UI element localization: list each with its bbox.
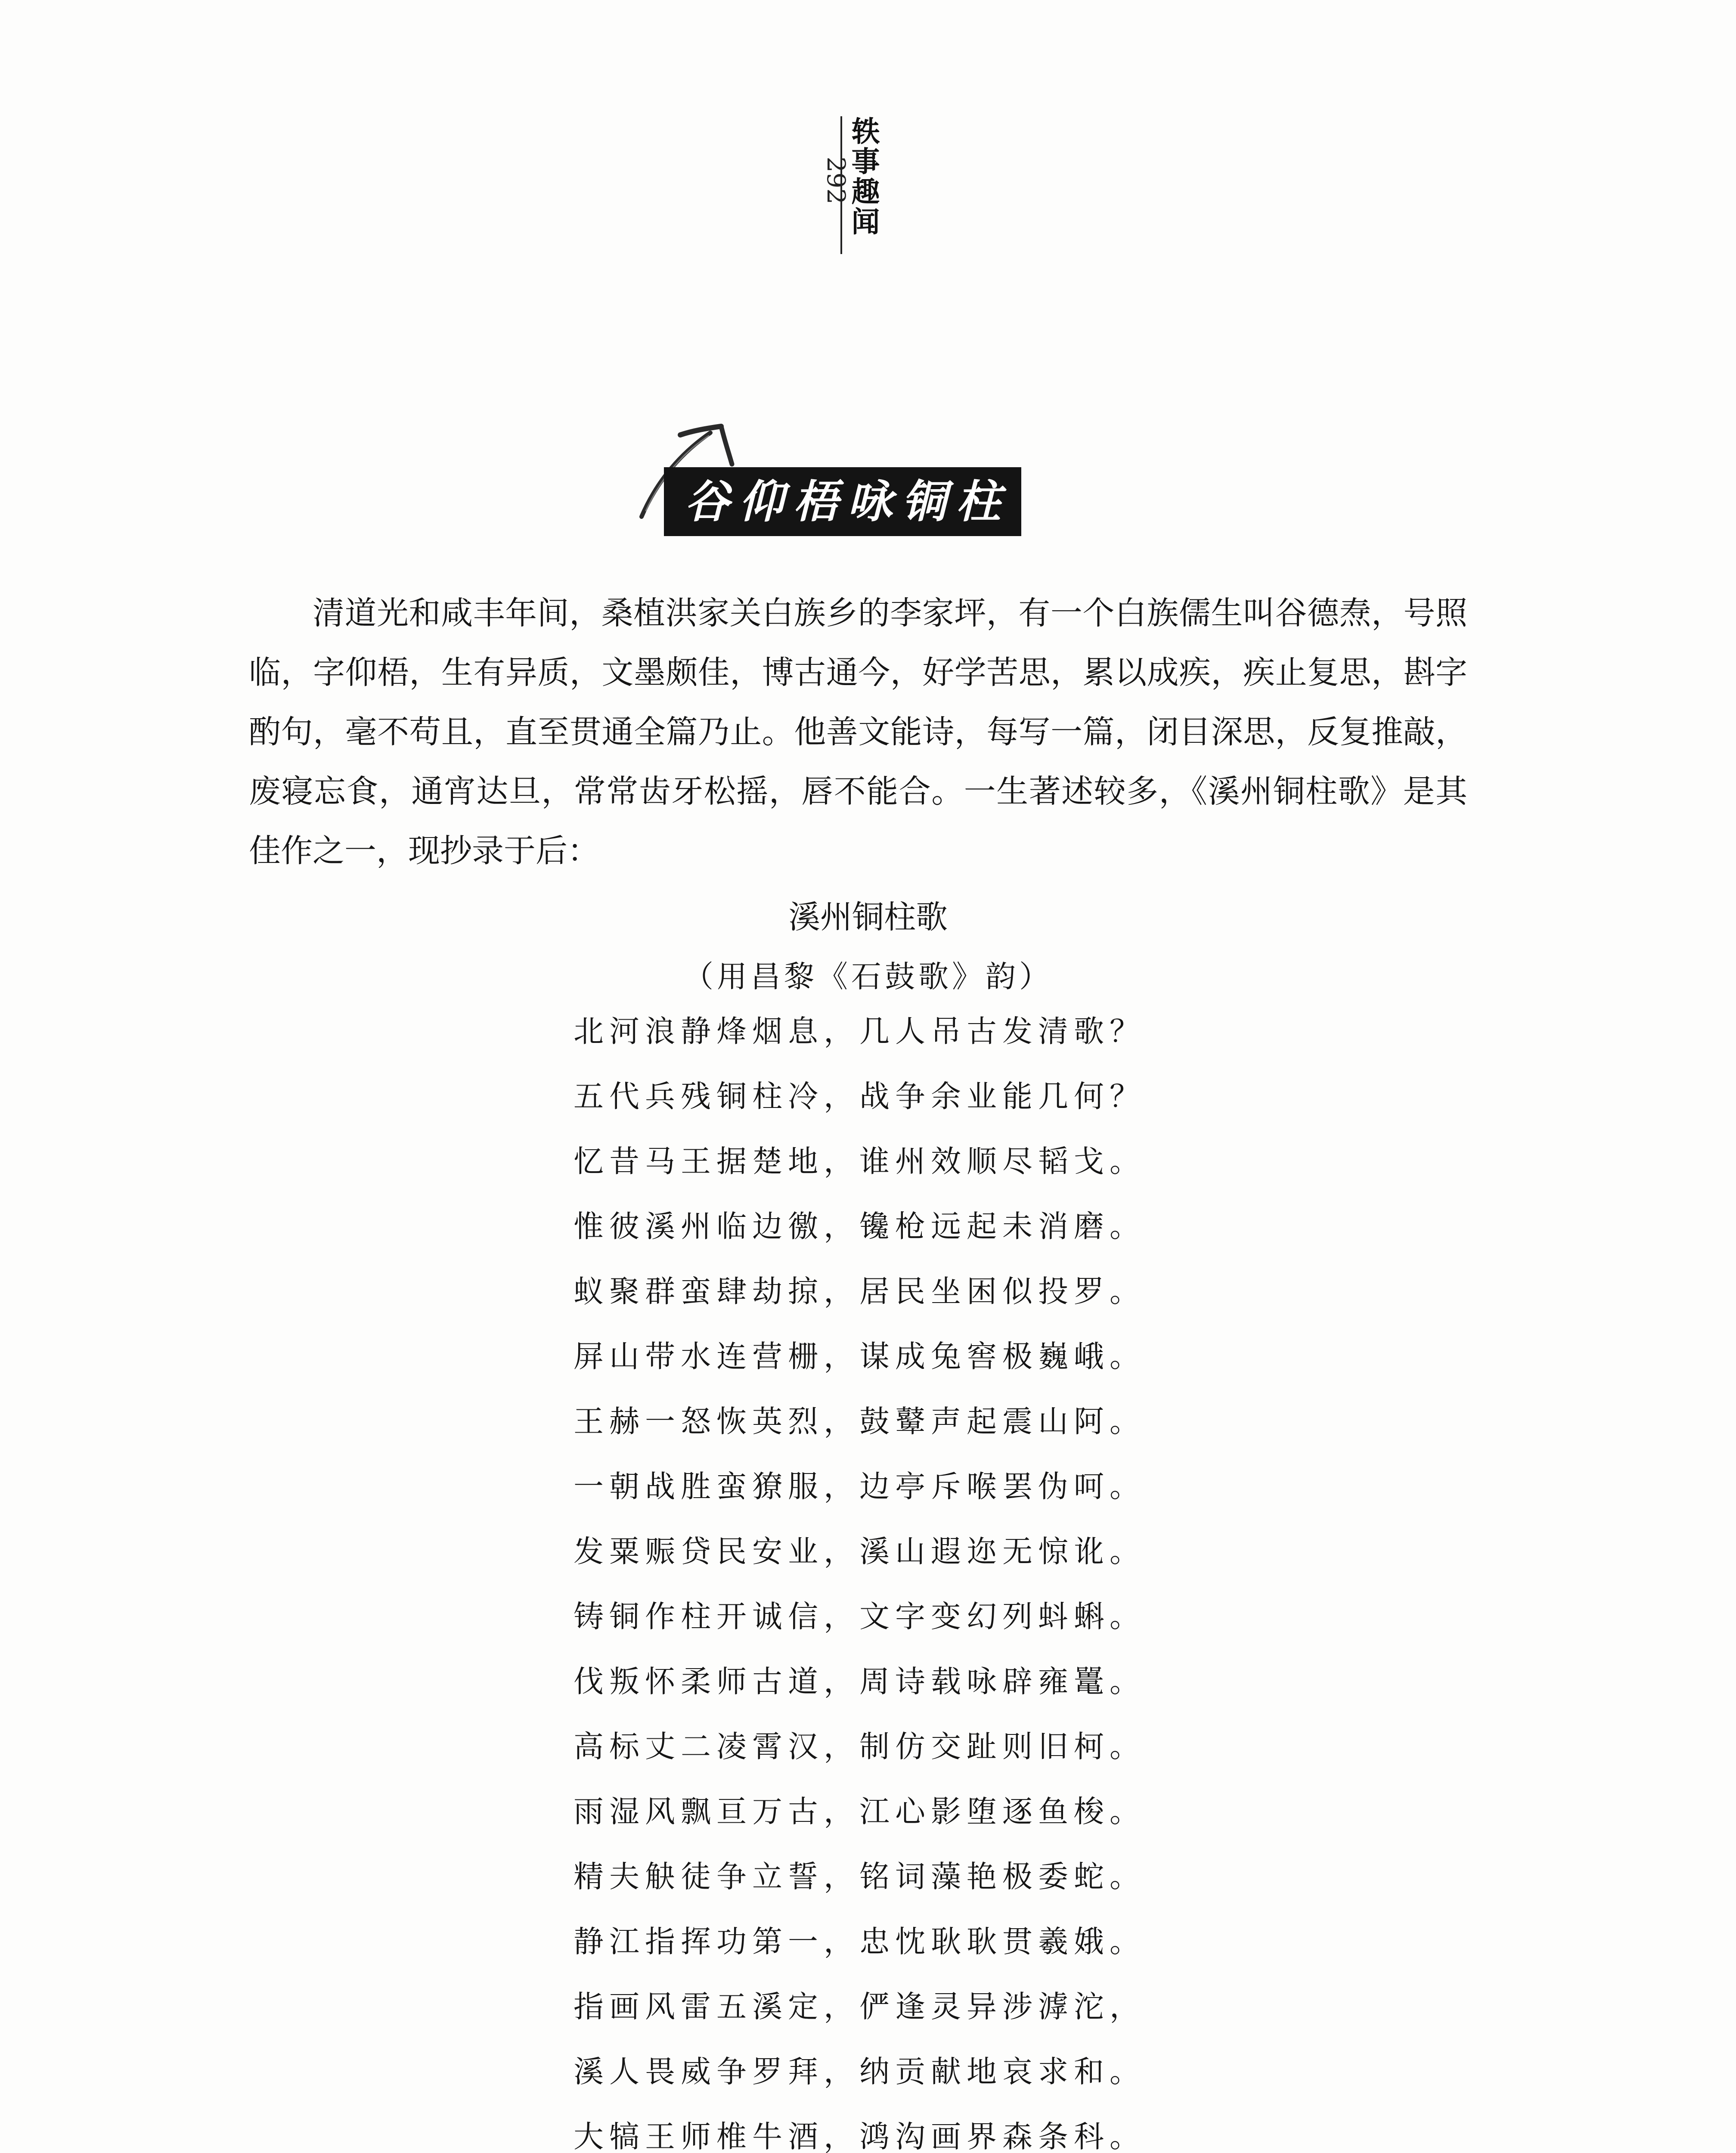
poem-line: 溪人畏威争罗拜，纳贡献地哀求和。	[574, 2054, 1145, 2089]
article-paragraph: 清道光和咸丰年间，桑植洪家关白族乡的李家坪，有一个白族儒生叫谷德焘，号照临，字仰梧，生有异质，文墨颇佳，博古通今，好学苦思，累以成疾，疾止复思，斟字酌句，毫不苟且，直至贯通全篇乃止。他善文能诗，每写一篇，闭目深思，反复推敲，废寝忘食，通宵达旦，常常齿牙松摇，唇不能合。一生著述较多，《溪州铜柱歌》是其佳作之一，现抄录于后：	[249, 595, 1467, 869]
poem-line: 一朝战胜蛮獠服，边亭斥喉罢伪呵。	[574, 1469, 1145, 1504]
poem-line: 精夫觖徒争立誓，铭词藻艳极委蛇。	[574, 1859, 1145, 1894]
poem-line: 忆昔马王据楚地，谁州效顺尽韬戈。	[574, 1144, 1145, 1179]
poem-lines	[574, 1010, 1176, 2153]
poem-line: 高标丈二凌霄汉，制仿交趾则旧柯。	[574, 1729, 1145, 1764]
poem-line: 铸铜作柱开诚信，文字变幻列蚪蝌。	[574, 1599, 1145, 1634]
poem-line: 惟彼溪州临边徼，镵枪远起未消磨。	[574, 1209, 1145, 1244]
poem-line: 蚁聚群蛮肆劫掠，居民坐困似投罗。	[574, 1274, 1145, 1309]
poem-line: 指画风雷五溪定，俨逢灵异涉滹沱，	[574, 1989, 1145, 2024]
article-title: 谷仰梧咏铜柱	[684, 475, 1010, 528]
poem-line: 雨湿风飘亘万古，江心影堕逐鱼梭。	[574, 1794, 1145, 1829]
poem-line: 五代兵残铜柱冷，战争余业能几何？	[574, 1079, 1145, 1114]
section-title: 轶事趣闻	[846, 116, 880, 237]
poem-line: 大犒王师椎牛酒，鸿沟画界森条科。	[574, 2119, 1145, 2153]
poem-line: 北河浪静烽烟息，几人吊古发清歌？	[574, 1014, 1145, 1049]
poem-line: 伐叛怀柔师古道，周诗载咏辟雍鼍。	[574, 1664, 1145, 1699]
poem-subtitle: （用昌黎《石鼓歌》韵）	[683, 959, 1053, 994]
poem-line: 发粟赈贷民安业，溪山遐迩无惊讹。	[574, 1534, 1145, 1569]
poem-line: 王赫一怒恢英烈，鼓鼙声起震山阿。	[574, 1404, 1145, 1439]
running-head	[793, 116, 896, 258]
poem-line: 屏山带水连营栅，谋成兔窖极巍峨。	[574, 1339, 1145, 1374]
poem-title: 溪州铜柱歌	[788, 899, 948, 936]
article-title-box	[664, 467, 1021, 536]
poem-line: 静江指挥功第一，忠忱耿耿贯羲娥。	[574, 1924, 1145, 1959]
page-number: 292	[822, 156, 851, 205]
